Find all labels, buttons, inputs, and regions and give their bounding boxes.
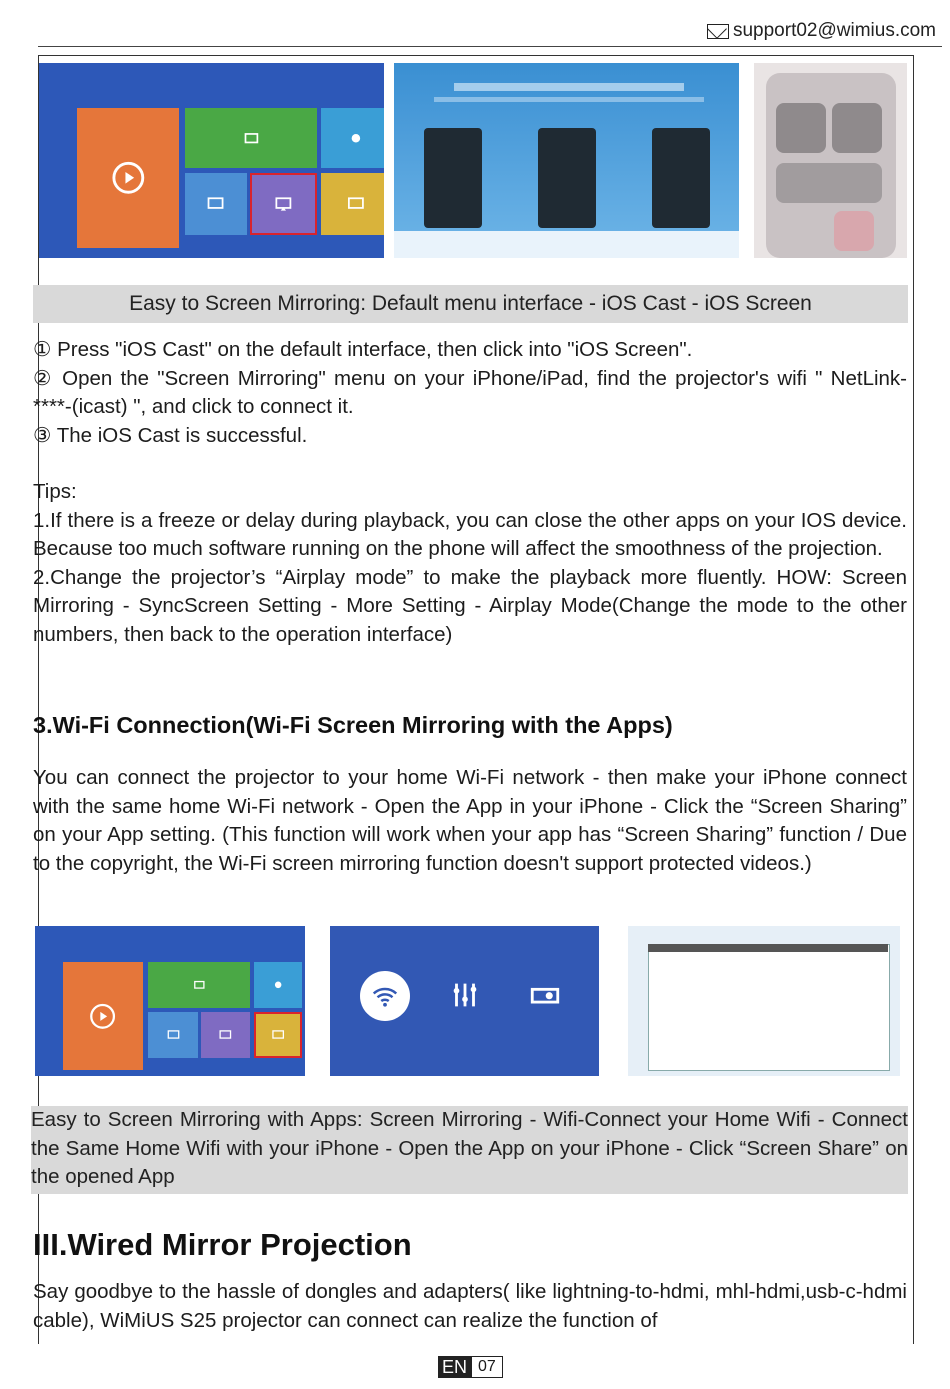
- wifi-tile: [321, 173, 384, 235]
- wifi-button: [360, 971, 410, 1021]
- caption-mirroring-menu: [33, 285, 908, 323]
- gear-icon: [270, 977, 286, 993]
- guide-phone-1: [424, 128, 482, 228]
- input-icon: [229, 128, 274, 148]
- caption-apps-mirroring: [31, 1106, 908, 1194]
- tips-title: Tips:: [33, 480, 77, 503]
- guide-phone-2: [538, 128, 596, 228]
- wifi-settings-screenshot: [330, 926, 599, 1076]
- input-icon: [182, 977, 217, 993]
- iphone-control-center-screenshot: [754, 63, 907, 258]
- page-footer: [438, 1356, 503, 1378]
- section-wired-heading: III.Wired Mirror Projection: [33, 1227, 412, 1262]
- monitor-icon: [344, 193, 368, 214]
- play-icon: [89, 998, 116, 1035]
- section-wired-body: Say goodbye to the hassle of dongles and adapters( like lightning-to-hdmi, mhl-hdmi,usb-c-hdmi cable), WiMiUS S25 projector can connect can realize the function of: [33, 1280, 907, 1332]
- projector-icon: [528, 978, 562, 1012]
- email-text: support02@wimius.com: [732, 20, 936, 41]
- media-tile: [63, 962, 143, 1070]
- cast-icon: [272, 193, 295, 214]
- guide-caption-band: [394, 231, 739, 258]
- tips-block: [33, 478, 907, 650]
- tip-1: 1.If there is a freeze or delay during playback, you can close the other apps on your IOS device. Because too much software running on the phone will affect the smoothness of the projection.: [33, 508, 907, 561]
- wifi-icon: [370, 981, 400, 1011]
- language-badge: EN: [438, 1356, 471, 1378]
- input-tile: [148, 962, 250, 1008]
- page-number: 07: [471, 1356, 503, 1378]
- caption-text: Easy to Screen Mirroring with Apps: Screen Mirroring - Wifi-Connect your Home Wifi - Connect the Same Home Wifi with your iPhone - Open the App on your iPhone - Click “Screen Share” on the opened App: [31, 1108, 908, 1189]
- guide-phone-3: [652, 128, 710, 228]
- section-wifi-heading: 3.Wi-Fi Connection(Wi-Fi Screen Mirroring with the Apps): [33, 712, 673, 738]
- setting-tile: [321, 108, 384, 168]
- control-block-1: [776, 103, 826, 153]
- control-block-2: [832, 103, 882, 153]
- guide-header-bar: [454, 83, 684, 91]
- ios-cast-tile: [201, 1012, 250, 1058]
- step-3: ③ The iOS Cast is successful.: [33, 423, 308, 447]
- media-tile: [77, 108, 179, 248]
- input-tile: [185, 108, 317, 168]
- control-block-4: [834, 211, 874, 251]
- caption-text: Easy to Screen Mirroring: Default menu interface - iOS Cast - iOS Screen: [129, 292, 812, 315]
- monitor-icon: [270, 1027, 286, 1043]
- header-divider: [38, 46, 942, 47]
- cast-icon: [217, 1027, 234, 1043]
- play-icon: [111, 154, 146, 202]
- wifi-tile: [254, 1012, 302, 1058]
- app-settings-list-screenshot: [628, 926, 900, 1076]
- screen-icon: [205, 193, 226, 214]
- tip-2: 2.Change the projector’s “Airplay mode” to make the playback more fluently. HOW: Screen Mirroring - SyncScreen Setting - More Setting - Airplay Mode(Change the mode to the other numbers, then back to the operation interface): [33, 565, 907, 646]
- miracast-tile: [148, 1012, 198, 1058]
- mail-icon: [707, 24, 729, 39]
- step-2: ② Open the "Screen Mirroring" menu on your iPhone/iPad, find the projector's wifi " NetLink-****-(icast) ", and click to connect it.: [33, 366, 907, 419]
- section-wifi-body: You can connect the projector to your home Wi-Fi network - then make your iPhone connect with the same home Wi-Fi network - Open the App in your iPhone - Click the “Screen Sharing” on your App setting. (This function will work when your app has “Screen Sharing” function / Due to the copyright, the Wi-Fi screen mirroring function doesn't support protected videos.): [33, 766, 907, 875]
- setting-tile: [254, 962, 302, 1008]
- guide-subtitle-bar: [434, 97, 704, 102]
- miracast-tile: [185, 173, 247, 235]
- screen-icon: [165, 1027, 182, 1043]
- control-block-3: [776, 163, 882, 203]
- default-menu-screenshot: [39, 63, 384, 258]
- ios-cast-guide-screenshot: [394, 63, 739, 258]
- ios-cast-tile: [250, 173, 317, 235]
- steps-list: [33, 336, 907, 450]
- gear-icon: [344, 128, 368, 148]
- sliders-icon: [448, 978, 482, 1012]
- step-1: ① Press "iOS Cast" on the default interface, then click into "iOS Screen".: [33, 338, 693, 361]
- list-panel: [648, 944, 890, 1071]
- list-header-bar: [648, 944, 888, 952]
- support-email: [707, 20, 936, 42]
- default-menu-screenshot-2: [35, 926, 305, 1076]
